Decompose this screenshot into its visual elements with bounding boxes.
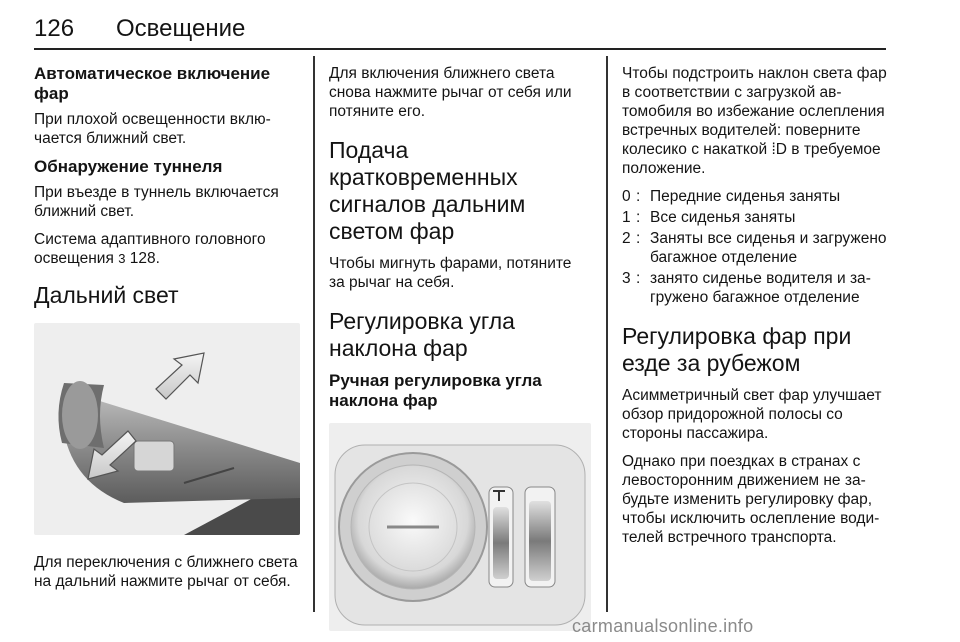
text-low-beam: Для включения ближнего света снова нажмите рычаг от себя или потяните его. <box>329 65 572 120</box>
light-switch-panel-icon <box>329 423 591 631</box>
heading-abroad: Регулировка фар при езде за рубежом <box>622 323 852 376</box>
list-item-text: Передние сиденья заняты <box>650 188 841 205</box>
page-header <box>34 12 886 50</box>
list-item-key: 2 <box>622 230 631 247</box>
adaptive-system-text: Система адаптивного головного освещения <box>34 231 266 267</box>
text-adaptive-system <box>34 230 300 268</box>
text-abroad-1: Асимметричный свет фар улучшает обзор придорожной полосы со стороны пассажира. <box>622 387 882 442</box>
text-auto-lights: При плохой освещенности включается ближний свет. <box>34 111 271 147</box>
list-item: 3 : занято сиденье водителя и загружено багажное отделение <box>622 269 888 307</box>
list-item-text: занято сиденье водителя и загружено багажное отделение <box>650 270 871 306</box>
column-divider-1 <box>313 56 315 612</box>
column-2 <box>329 64 591 631</box>
list-item-text: Все сиденья заняты <box>650 209 796 226</box>
column-3 <box>622 64 888 556</box>
list-item-key: 1 <box>622 209 631 226</box>
list-item: 2 : Заняты все сиденья и загружено багажное отделение <box>622 230 887 266</box>
text-adjust-wheel: Чтобы подстроить наклон света фар в соответствии с загрузкой автомобиля во избежание ослепления встречных водителей: поверните колесико с накаткой ⁞D в требуемое положение. <box>622 65 887 177</box>
light-switch-illustration <box>329 423 591 631</box>
stalk-illustration <box>34 323 300 535</box>
page-ref-icon: 3 <box>118 251 126 266</box>
column-divider-2 <box>606 56 608 612</box>
watermark-link[interactable]: carmanualsonline.info <box>572 616 754 636</box>
list-item-text: Заняты все сиденья и загружено багажное отделение <box>650 230 887 266</box>
list-item: 1 : Все сиденья заняты <box>622 208 888 227</box>
page-number: 126 <box>34 15 75 42</box>
heading-high-beam: Дальний свет <box>34 282 179 308</box>
list-item-key: 0 <box>622 188 631 205</box>
adaptive-system-page-link[interactable]: 128. <box>129 250 160 267</box>
text-tunnel: При въезде в туннель включается ближний свет. <box>34 184 279 220</box>
text-flash: Чтобы мигнуть фарами, потяните за рычаг на себя. <box>329 255 572 291</box>
heading-tunnel: Обнаружение туннеля <box>34 157 223 176</box>
text-abroad-2: Однако при поездках в странах с левосторонним движением не забудьте изменить регулировку фар, чтобы исключить ослепление водителей встречного транспорта. <box>622 453 880 546</box>
list-item: 0 : Передние сиденья заняты <box>622 187 888 206</box>
section-title: Освещение <box>116 15 246 42</box>
list-item-key: 3 <box>622 270 631 287</box>
load-positions-list <box>622 187 888 307</box>
heading-manual-level: Ручная регулировка угла наклона фар <box>329 371 542 410</box>
column-1 <box>34 64 300 600</box>
text-high-beam-switch: Для переключения с ближнего света на дальний нажмите рычаг от себя. <box>34 554 298 590</box>
heading-auto-lights: Автоматическое включение фар <box>34 64 271 103</box>
header-rule <box>34 48 886 50</box>
turn-signal-stalk-icon <box>34 323 300 535</box>
heading-flash: Подача кратковременных сигналов дальним светом фар <box>329 137 526 244</box>
heading-headlight-level: Регулировка угла наклона фар <box>329 308 515 361</box>
